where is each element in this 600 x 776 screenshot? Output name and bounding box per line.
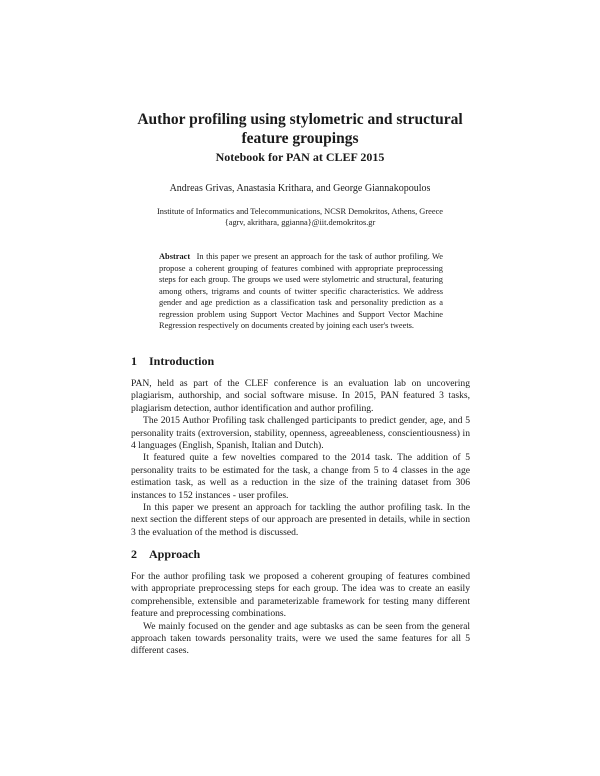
section-title: Introduction xyxy=(149,354,215,368)
abstract-label: Abstract xyxy=(159,252,191,261)
paragraph: PAN, held as part of the CLEF conference is an evaluation lab on uncovering plagiarism, authorship, and social software misuse. In 2015, PAN featured 3 tasks, plagiarism detection, author identification and author profiling. xyxy=(131,378,470,414)
author-list: Andreas Grivas, Anastasia Krithara, and George Giannakopoulos xyxy=(169,183,431,194)
paragraph: In this paper we present an approach for tackling the author profiling task. In the next section the different steps of our approach are presented in details, while in section 3 the evaluation of the method is discussed. xyxy=(131,502,470,538)
author-emails: {agrv, akrithara, ggianna}@iit.demokritos.gr xyxy=(224,218,376,227)
section-number: 2 xyxy=(131,547,137,561)
section-body-introduction xyxy=(131,378,470,539)
paragraph: We mainly focused on the gender and age subtasks as can be seen from the general approach taken towards personality traits, were we used the same features for all 5 different cases. xyxy=(131,620,470,657)
section-heading-approach xyxy=(131,547,200,562)
paper-title xyxy=(0,110,600,148)
section-heading-introduction xyxy=(131,354,214,369)
section-number: 1 xyxy=(131,354,137,368)
abstract-text: In this paper we present an approach for the task of author profiling. We propose a coherent grouping of features combined with appropriate preprocessing steps for each group. The groups we used were stylometric and structural, featuring among others, trigrams and counts of twitter specific characteristics. We address gender and age prediction as a classification task and personality prediction as a regression problem using Support Vector Machines and Support Vector Machine Regression respectively on documents created by joining each user's tweets. xyxy=(159,252,444,330)
paragraph: The 2015 Author Profiling task challenged participants to predict gender, age, and 5 personality traits (extroversion, stability, openness, agreeableness, conscientiousness) in 4 languages (English, Spanish, Italian and Dutch). xyxy=(131,415,470,452)
affiliation: Institute of Informatics and Telecommunications, NCSR Demokritos, Athens, Greece xyxy=(156,207,444,216)
title-line-1: Author profiling using stylometric and structural xyxy=(137,111,463,128)
paragraph: For the author profiling task we proposed a coherent grouping of features combined with appropriate preprocessing steps for each group. The idea was to create an easily comprehensible, extensible and parameterizable framework for testing many different feature and preprocessing combinations. xyxy=(131,571,470,620)
abstract xyxy=(159,251,443,332)
section-body-approach xyxy=(131,571,470,658)
title-line-2: feature groupings xyxy=(241,130,359,147)
affiliation-block xyxy=(0,206,600,228)
paper-subtitle: Notebook for PAN at CLEF 2015 xyxy=(215,150,385,164)
section-title: Approach xyxy=(149,547,201,561)
paragraph: It featured quite a few novelties compared to the 2014 task. The addition of 5 personality traits to be estimated for the task, a change from 5 to 4 classes in the age estimation task, as well as a reduction in the size of the training dataset from 306 instances to 152 instances - user profiles. xyxy=(131,452,470,501)
